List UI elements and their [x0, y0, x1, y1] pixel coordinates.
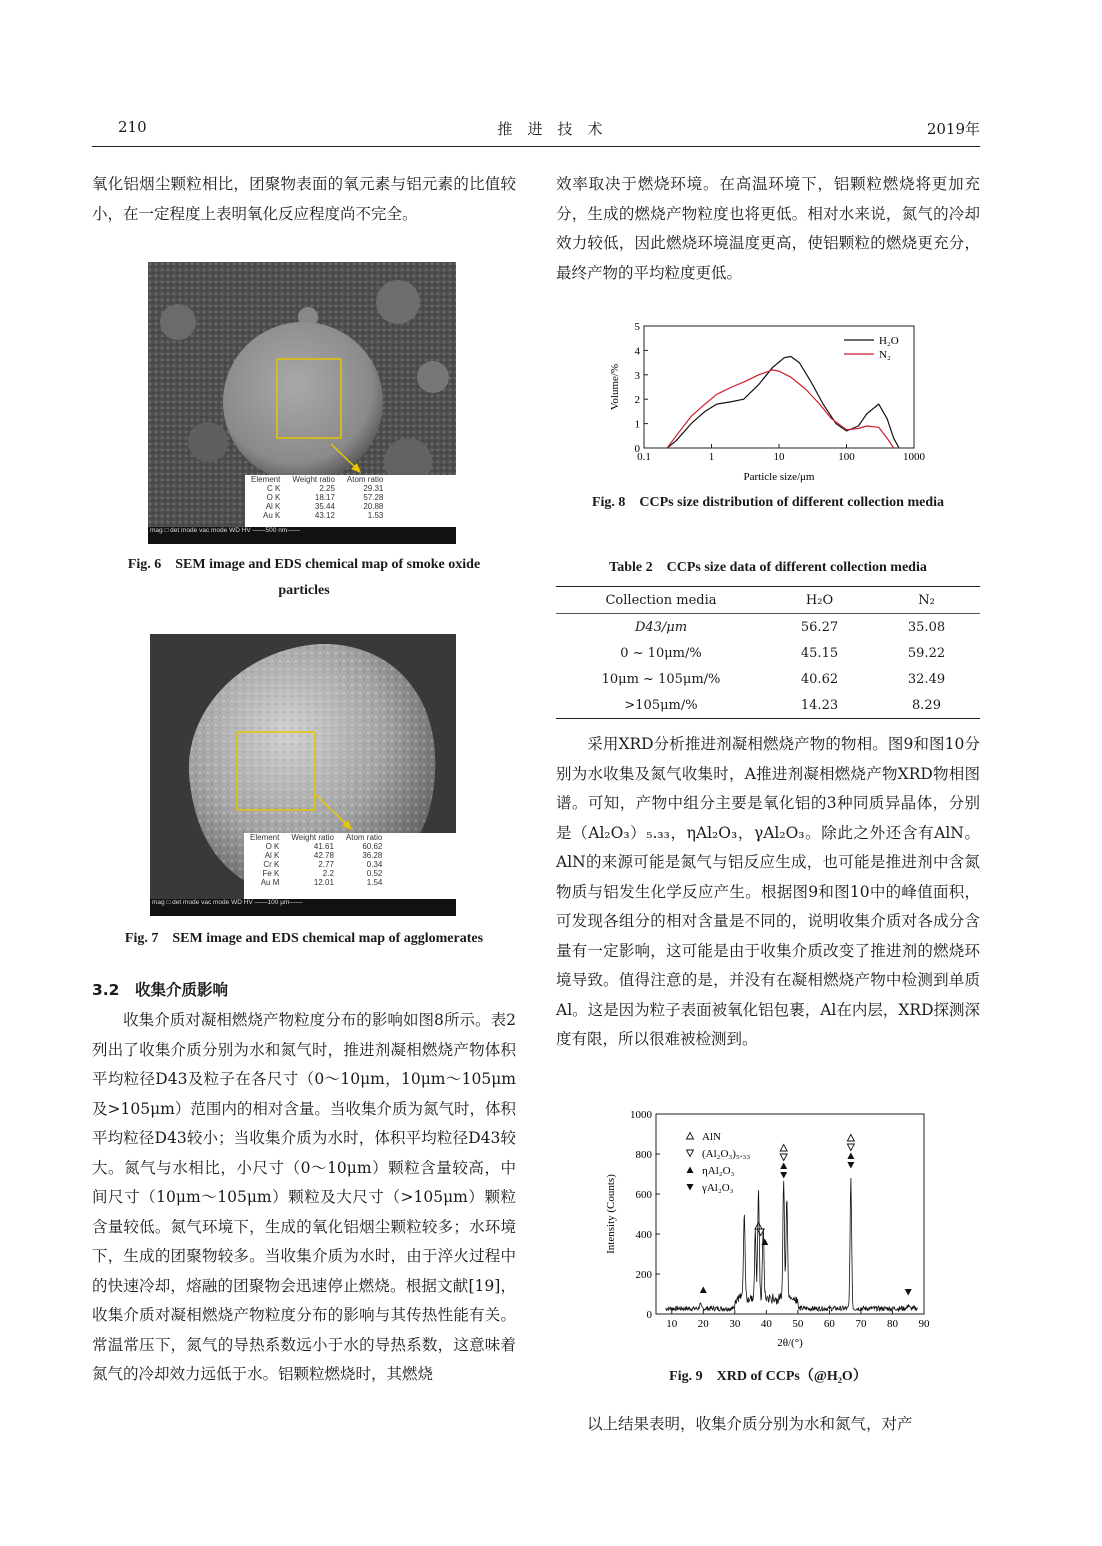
fig8-x-tick-label: 1: [708, 451, 715, 463]
fig9-y-tick-label: 1000: [630, 1109, 652, 1121]
fig9-peak-marker: [780, 1163, 787, 1170]
fig9-plot-frame: [656, 1114, 924, 1314]
table2-caption: Table 2 CCPs size data of different collection media: [609, 560, 927, 575]
fig8-chart: [596, 318, 936, 490]
fig9-x-tick-label: 20: [697, 1318, 709, 1330]
fig9-y-axis-label: Intensity (Counts): [605, 1174, 617, 1254]
fig9-peak-marker: [780, 1154, 787, 1161]
page-number: 210: [118, 118, 147, 136]
fig8-series-line-1: [667, 370, 894, 448]
fig6-caption: Fig. 6 SEM image and EDS chemical map of smoke oxide particles: [127, 557, 481, 598]
table-row: >105μm/% 14.23 8.29: [624, 697, 941, 713]
fig9-y-tick-label: 800: [635, 1149, 652, 1161]
fig9-x-tick-label: 80: [886, 1318, 898, 1330]
fig8-x-tick-label: 1000: [903, 451, 925, 463]
right-paragraph-1: 效率取决于燃烧环境。在高温环境下，铝颗粒燃烧将更加充分，生成的燃烧产物粒度也将更低。相对水来说，氮气的冷却效力较低，因此燃烧环境温度更高，使铝颗粒的燃烧更充分，最终产物的平均粒度更低。: [556, 175, 980, 282]
fig9-chart: [598, 1106, 934, 1356]
fig6-sem-image: [148, 262, 456, 544]
table2-header-media: Collection media: [605, 592, 717, 608]
fig8-x-axis-label: Particle size/μm: [743, 471, 815, 483]
fig9-peak-marker: [780, 1172, 787, 1179]
fig9-legend-symbol-3: [687, 1184, 694, 1191]
fig9-peak-marker: [847, 1144, 854, 1151]
journal-name: 推 进 技 术: [497, 120, 603, 138]
fig8-x-tick-label: 0.1: [637, 451, 651, 463]
section-paragraph: 收集介质对凝相燃烧产物粒度分布的影响如图8所示。表2列出了收集介质分别为水和氮气时，推进剂凝相燃烧产物体积平均粒径D43及粒子在各尺寸（0～10μm，10μm～105μm及>105μm）范围内的相对含量。当收集介质为氮气时，体积平均粒径D43较小；当收集介质为水时，体积平均粒径D43较大。氮气与水相比，小尺寸（0～10μm）颗粒含量较高，中间尺寸（10μm～105μm）颗粒及大尺寸（>105μm）颗粒含量较低。氮气环境下，生成的氧化铝烟尘颗粒较多；水环境下，生成的团聚物较多。当收集介质为水时，由于淬火过程中的快速冷却，熔融的团聚物会迅速停止燃烧。根据文献[19]，收集介质对凝相燃烧产物粒度分布的影响与其传热性能有关。常温常压下，氮气的导热系数远小于水的导热系数，这意味着氮气的冷却效力远低于水。铝颗粒燃烧时，其燃烧: [92, 1011, 516, 1383]
fig9-x-tick-label: 50: [792, 1318, 804, 1330]
table-row: 0 ~ 10μm/% 45.15 59.22: [620, 645, 946, 661]
fig9-x-tick-label: 30: [729, 1318, 741, 1330]
fig9-peak-marker: [700, 1287, 707, 1294]
fig9-legend-symbol-2: [687, 1167, 694, 1174]
fig9-y-tick-label: 600: [635, 1189, 652, 1201]
fig9-peak-marker: [755, 1223, 762, 1230]
fig8-y-tick-label: 4: [634, 345, 640, 358]
fig9-legend-label-1: (Al₂O₃)₅.₃₃: [702, 1148, 751, 1160]
fig9-y-tick-label: 0: [646, 1309, 652, 1321]
fig7-caption: Fig. 7 SEM image and EDS chemical map of agglomerates: [124, 931, 484, 946]
publication-year: 2019年: [926, 120, 980, 138]
fig8-y-axis-label: Volume/%: [609, 363, 621, 411]
fig8-y-tick-label: 1: [634, 418, 640, 431]
fig8-x-tick-label: 100: [838, 451, 855, 463]
fig8-y-tick-label: 3: [634, 369, 640, 382]
fig9-legend-symbol-1: [687, 1150, 694, 1157]
fig9-x-tick-label: 90: [918, 1318, 930, 1330]
fig9-legend-label-3: γAl₂O₃: [702, 1182, 734, 1194]
intro-paragraph: 氧化铝烟尘颗粒相比，团聚物表面的氧元素与铝元素的比值较小，在一定程度上表明氧化反应程度尚不完全。: [92, 175, 516, 223]
fig8-series-line-0: [667, 357, 899, 449]
fig7-eds-table: Element Weight ratio Atom ratio O K 41.61 60.62 Al K 42.78 36.28 Cr K 2.77 0.34 Fe K 2.2 0.52 Au M 12.01 1.54: [244, 833, 456, 899]
fig9-peak-marker: [847, 1162, 854, 1169]
fig9-x-tick-label: 70: [855, 1318, 867, 1330]
fig9-peak-marker: [905, 1289, 912, 1296]
fig7-info-bar: mag □ det mode vac mode WD HV ——100 μm——: [150, 899, 456, 916]
fig8-y-tick-label: 0: [634, 443, 640, 455]
header-rule: [92, 146, 980, 147]
fig9-x-tick-label: 60: [823, 1318, 835, 1330]
table2: [556, 586, 980, 719]
fig9-caption: Fig. 9 XRD of CCPs（@H₂O）: [669, 1369, 867, 1384]
table2-header-n2: N₂: [918, 592, 935, 608]
fig9-y-tick-label: 400: [635, 1229, 652, 1241]
fig9-legend-symbol-0: [687, 1133, 694, 1140]
fig9-peak-marker: [780, 1145, 787, 1152]
fig9-peak-marker: [761, 1239, 768, 1246]
fig8-legend-label-0: H₂O: [879, 335, 899, 347]
fig9-y-tick-label: 200: [635, 1269, 652, 1281]
fig9-peak-marker: [847, 1135, 854, 1142]
right-paragraph-3: 以上结果表明，收集介质分别为水和氮气，对产: [556, 1415, 913, 1433]
fig9-legend-label-0: AlN: [702, 1131, 721, 1143]
fig9-peak-marker: [847, 1153, 854, 1160]
table-row: 10μm ~ 105μm/% 40.62 32.49: [601, 671, 946, 687]
fig9-x-axis-label: 2θ/(°): [777, 1337, 803, 1349]
right-paragraph-2: 采用XRD分析推进剂凝相燃烧产物的物相。图9和图10分别为水收集及氮气收集时，A推进剂凝相燃烧产物XRD物相图谱。可知，产物中组分主要是氧化铝的3种同质异晶体，分别是（Al₂O₃）₅.₃₃，ηAl₂O₃，γAl₂O₃。除此之外还含有AlN。AlN的来源可能是氮气与铝反应生成，也可能是推进剂中含氮物质与铝发生化学反应产生。根据图9和图10中的峰值面积，可发现各组分的相对含量是不同的，说明收集介质对各成分含量有一定影响，这可能是由于收集介质改变了推进剂的燃烧环境导致。值得注意的是，并没有在凝相燃烧产物中检测到单质Al。这是因为粒子表面被氧化铝包裹，Al在内层，XRD探测深度有限，所以很难被检测到。: [556, 735, 980, 1048]
fig9-legend-label-2: ηAl₂O₃: [702, 1165, 735, 1177]
fig8-y-tick-label: 5: [634, 321, 640, 333]
section-title: 3.2 收集介质影响: [92, 981, 228, 999]
fig6-info-bar: mag □ det mode vac mode WD HV ——500 nm——: [148, 527, 456, 544]
fig6-eds-table: Element Weight ratio Atom ratio C K 2.25 29.31 O K 18.17 57.28 Al K 35.44 20.88 Au K 43.12 1.53: [245, 475, 456, 527]
fig9-x-tick-label: 40: [760, 1318, 772, 1330]
fig8-caption: Fig. 8 CCPs size distribution of different collection media: [591, 495, 945, 510]
fig8-y-tick-label: 2: [634, 394, 640, 407]
fig8-legend-label-1: N₂: [879, 349, 891, 361]
table-row: D43/μm 56.27 35.08: [634, 619, 946, 635]
fig8-x-tick-label: 10: [773, 451, 785, 463]
fig9-x-tick-label: 10: [666, 1318, 678, 1330]
table2-header-h2o: H₂O: [805, 592, 834, 608]
fig7-sem-image: [150, 634, 456, 916]
fig8-plot-frame: [644, 326, 914, 448]
